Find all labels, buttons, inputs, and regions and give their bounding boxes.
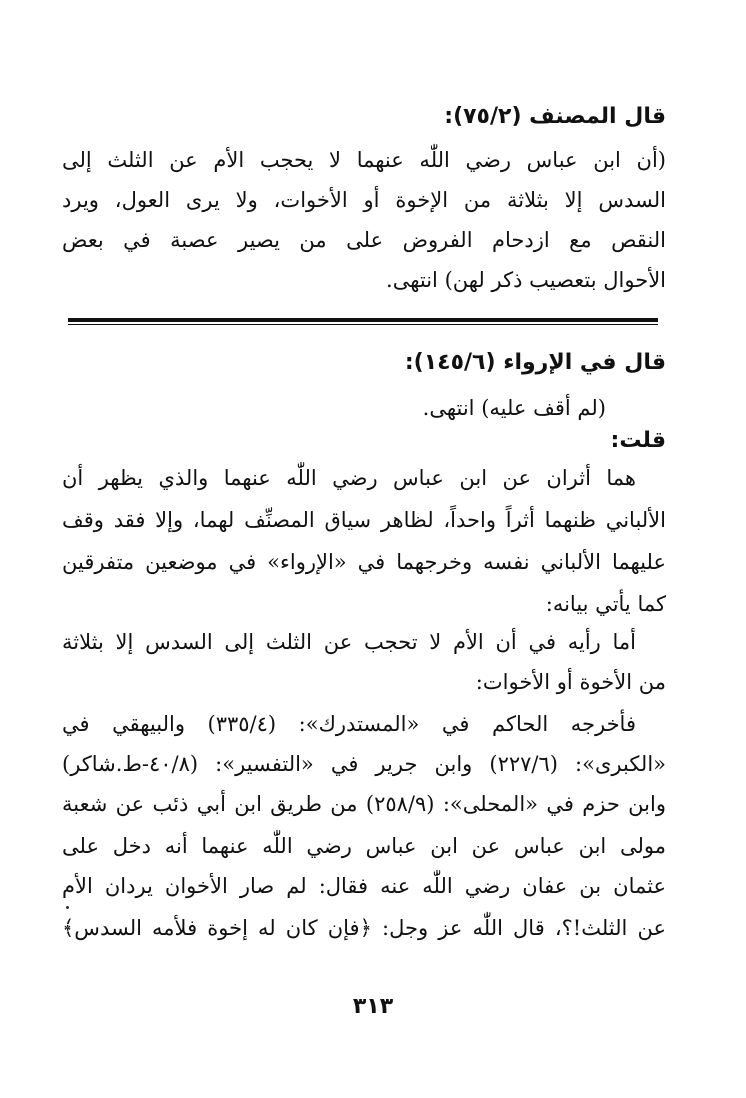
- paragraph3-line-6: عن الثلث!؟، قال اللّٰه عز وجل: ﴿فإن كان له إخوة فلأمه السدس﴾: [62, 916, 666, 940]
- paragraph1-line-2: الألباني ظنهما أثراً واحداً، لظاهر سياق المصنِّف لهما، وإلا فقد وقف: [62, 508, 666, 532]
- paragraph3-line-3: وابن حزم في «المحلى»: (٢٥٨/٩) من طريق ابن أبي ذئب عن شعبة: [62, 792, 666, 816]
- paragraph3-line-5: عثمان بن عفان رضي اللّٰه عنه فقال: لم صار الأخوان يردان الأم: [62, 874, 666, 898]
- paragraph2-line-2: من الأخوة أو الأخوات:: [475, 670, 666, 694]
- comment-heading: قلت:: [610, 428, 666, 453]
- separator-thick-rule: [68, 318, 658, 322]
- paragraph3-line-2: «الكبرى»: (٢٢٧/٦) وابن جرير في «التفسير»: (٤٠/٨-ط.شاكر): [62, 752, 666, 776]
- paragraph2-line-1: أما رأيه في أن الأم لا تحجب عن الثلث إلى السدس إلا بثلاثة: [62, 630, 636, 654]
- scan-speck: [66, 906, 69, 909]
- paragraph1-line-3: عليهما الألباني نفسه وخرجهما في «الإرواء» في موضعين متفرقين: [62, 550, 666, 574]
- section1-line-1: (أن ابن عباس رضي اللّٰه عنهما لا يحجب الأم عن الثلث إلى: [62, 148, 666, 172]
- separator-thin-rule: [68, 324, 658, 325]
- alirwa-quote: (لم أقف عليه) انتهى.: [422, 396, 606, 420]
- paragraph3-line-1: فأخرجه الحاكم في «المستدرك»: (٣٣٥/٤) والبيهقي في: [62, 712, 636, 736]
- section1-heading: قال المصنف (٧٥/٢):: [444, 104, 666, 129]
- paragraph1-line-1: هما أثران عن ابن عباس رضي اللّٰه عنهما والذي يظهر أن: [62, 466, 636, 490]
- section-separator: [68, 318, 658, 325]
- section1-line-2: السدس إلا بثلاثة من الإخوة أو الأخوات، ولا يرى العول، ويرد: [62, 188, 666, 212]
- section2-heading: قال في الإرواء (١٤٥/٦):: [404, 350, 666, 375]
- paragraph3-line-4: مولى ابن عباس عن ابن عباس رضي اللّٰه عنهما أنه دخل على: [62, 834, 666, 858]
- paragraph1-line-4: كما يأتي بيانه:: [545, 592, 666, 616]
- section1-line-3: النقص مع ازدحام الفروض على من يصير عصبة في بعض: [62, 228, 666, 252]
- page-number: ٣١٣: [352, 994, 394, 1019]
- section1-line-4: الأحوال بتعصيب ذكر لهن) انتهى.: [386, 268, 666, 292]
